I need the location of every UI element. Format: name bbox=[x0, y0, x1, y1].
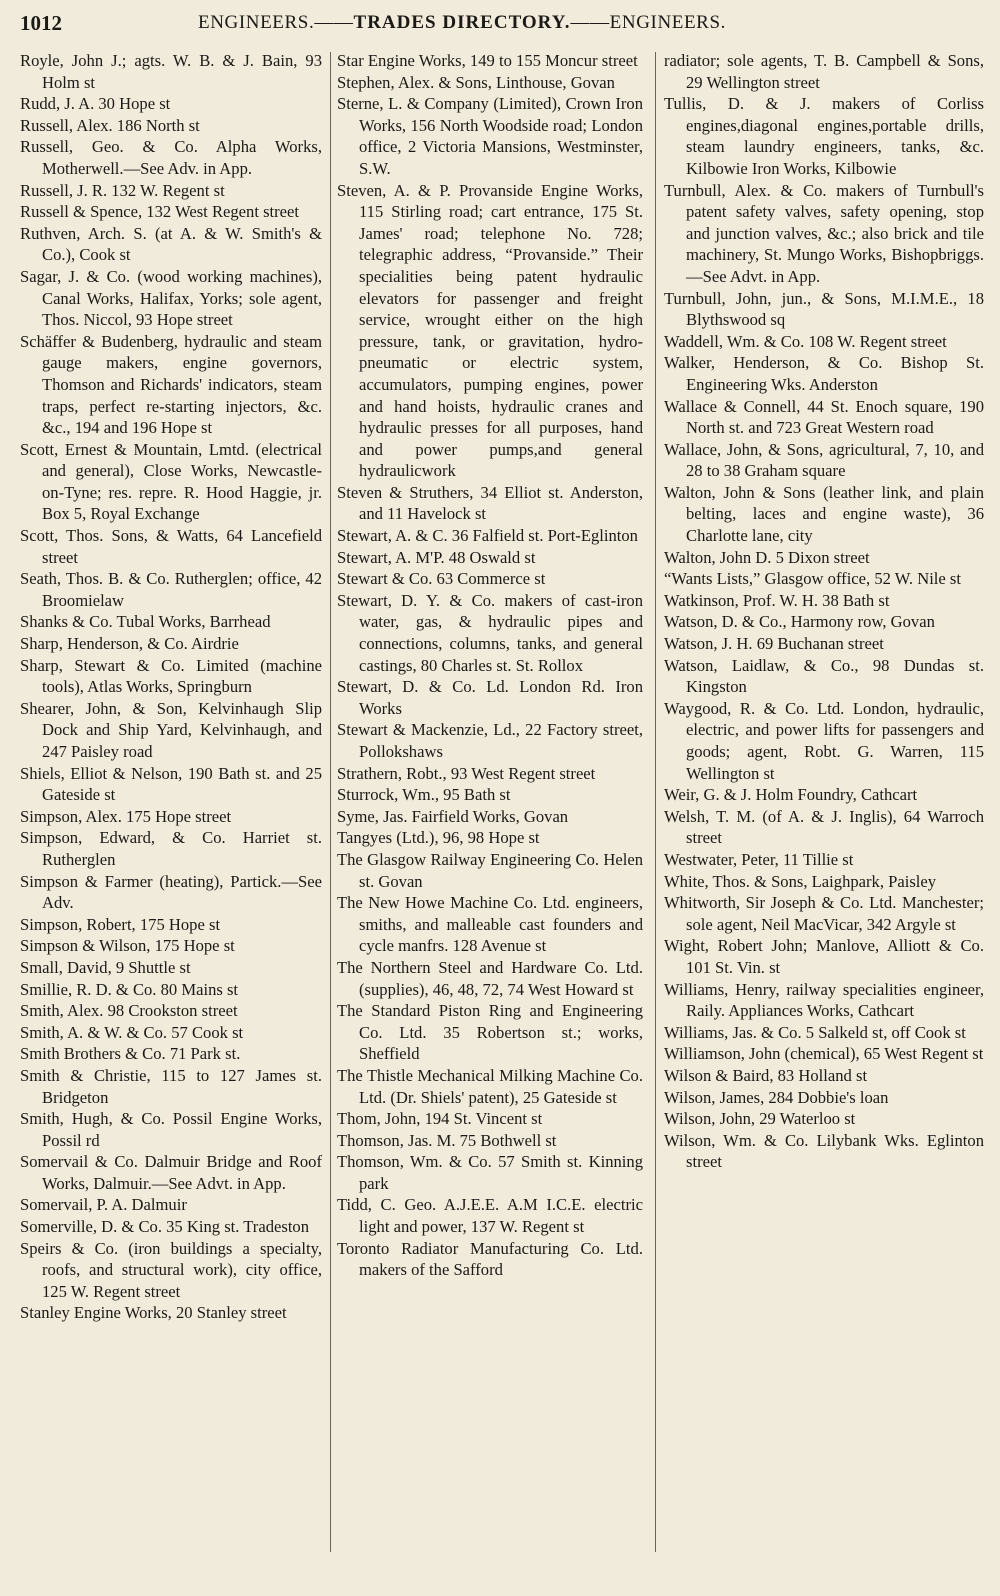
directory-entry: Sharp, Henderson, & Co. Airdrie bbox=[20, 634, 239, 654]
directory-entry: Watson, J. H. 69 Buchanan street bbox=[664, 634, 884, 654]
directory-entry: Star Engine Works, 149 to 155 Moncur street bbox=[337, 51, 638, 70]
directory-entry: Williams, Jas. & Co. 5 Salkeld st, off Cook st bbox=[664, 1022, 966, 1042]
directory-entry: Russell & Spence, 132 West Regent street bbox=[20, 202, 300, 222]
directory-entry: Thomson, Wm. & Co. 57 Smith st. Kinning park bbox=[337, 1152, 643, 1193]
left-heading: ENGINEERS. bbox=[198, 12, 315, 33]
directory-entry: Smith, A. & W. & Co. 57 Cook st bbox=[20, 1022, 244, 1042]
directory-entry: Scott, Thos. Sons, & Watts, 64 Lancefield street bbox=[20, 526, 322, 567]
column-divider bbox=[655, 52, 656, 1552]
directory-entry: Simpson & Wilson, 175 Hope st bbox=[20, 936, 235, 956]
directory-entry: Syme, Jas. Fairfield Works, Govan bbox=[337, 806, 569, 826]
directory-entry: Smith, Hugh, & Co. Possil Engine Works, Possil rd bbox=[20, 1109, 322, 1150]
directory-entry: Tullis, D. & J. makers of Corliss engines,diagonal engines,portable drills, steam laundry engineers, tanks, &c. Kilbowie Iron Works, Kilbowie bbox=[664, 94, 984, 178]
directory-entry: Rudd, J. A. 30 Hope st bbox=[20, 94, 171, 114]
directory-entry: Tangyes (Ltd.), 96, 98 Hope st bbox=[337, 828, 540, 848]
directory-entry: Turnbull, Alex. & Co. makers of Turnbull's patent safety valves, safety opening, stop and junction valves, &c.; also brick and tile machinery, St. Mungo Works, Bishopbriggs.—See Advt. in App. bbox=[664, 180, 984, 286]
directory-entry: Waddell, Wm. & Co. 108 W. Regent street bbox=[664, 331, 947, 351]
directory-entry: Williamson, John (chemical), 65 West Regent st bbox=[664, 1044, 984, 1064]
directory-entry: “Wants Lists,” Glasgow office, 52 W. Nile st bbox=[664, 569, 962, 589]
running-heading: ENGINEERS.——TRADES DIRECTORY.——ENGINEERS. bbox=[198, 12, 726, 33]
directory-entry: Whitworth, Sir Joseph & Co. Ltd. Manchester; sole agent, Neil MacVicar, 342 Argyle st bbox=[664, 893, 984, 934]
directory-entry: Steven, A. & P. Provanside Engine Works, 115 Stirling road; cart entrance, 175 St. James' road; telephone No. 728; telegraphic address, “Provanside.” Their specialities being patent hydraulic elevators for passenger and freight service, wrought either on the high pressure, tank, or gravitation, hydro-pneumatic or electric system, accumulators, pumping engines, power and hand hoists, hydraulic cranes and hydraulic presses for all purposes, hand and power pumps,and general hydraulicwork bbox=[337, 180, 643, 481]
center-heading: TRADES DIRECTORY. bbox=[353, 12, 571, 33]
directory-entry: Wight, Robert John; Manlove, Alliott & Co. 101 St. Vin. st bbox=[664, 936, 984, 977]
directory-entry: Seath, Thos. B. & Co. Rutherglen; office, 42 Broomielaw bbox=[20, 569, 322, 610]
directory-entry: Smith Brothers & Co. 71 Park st. bbox=[20, 1044, 241, 1064]
directory-entry: Shiels, Elliot & Nelson, 190 Bath st. and 25 Gateside st bbox=[20, 763, 322, 805]
directory-entry: Sturrock, Wm., 95 Bath st bbox=[337, 785, 511, 805]
directory-entry: Shanks & Co. Tubal Works, Barrhead bbox=[20, 612, 271, 632]
directory-entry: Tidd, C. Geo. A.J.E.E. A.M I.C.E. electric light and power, 137 W. Regent st bbox=[337, 1195, 643, 1237]
directory-entry: Russell, J. R. 132 W. Regent st bbox=[20, 180, 225, 200]
directory-entry: Royle, John J.; agts. W. B. & J. Bain, 93 Holm st bbox=[20, 51, 322, 92]
directory-entry: Schäffer & Budenberg, hydraulic and steam gauge makers, engine governors, Thomson and Richards' indicators, steam traps, perfect re-starting injectors, &c. &c., 194 and 196 Hope st bbox=[20, 331, 322, 438]
page-header bbox=[18, 8, 980, 38]
directory-entry: The Northern Steel and Hardware Co. Ltd. (supplies), 46, 48, 72, 74 West Howard st bbox=[337, 957, 643, 999]
right-heading: ENGINEERS. bbox=[609, 12, 726, 33]
directory-entry: Waygood, R. & Co. Ltd. London, hydraulic, electric, and power lifts for passengers and goods; agent, Robt. G. Warren, 115 Wellington st bbox=[664, 698, 984, 783]
directory-entry: Somervail, P. A. Dalmuir bbox=[20, 1195, 187, 1215]
directory-entry: Walton, John & Sons (leather link, and plain belting, laces and engine waste), 36 Charlotte lane, city bbox=[664, 482, 984, 546]
directory-entry: Smillie, R. D. & Co. 80 Mains st bbox=[20, 979, 239, 999]
directory-entry: Welsh, T. M. (of A. & J. Inglis), 64 Warroch street bbox=[664, 806, 984, 848]
continued-entry: radiator; sole agents, T. B. Campbell & Sons, 29 Wellington street bbox=[664, 51, 984, 92]
column-3 bbox=[664, 50, 984, 1173]
directory-entry: The Glasgow Railway Engineering Co. Helen st. Govan bbox=[337, 849, 643, 891]
directory-entry: Sterne, L. & Company (Limited), Crown Iron Works, 156 North Woodside road; London office, 2 Victoria Mansions, Westminster, S.W. bbox=[337, 94, 643, 178]
directory-entry: Somerville, D. & Co. 35 King st. Tradeston bbox=[20, 1217, 310, 1237]
directory-entry: Wilson, James, 284 Dobbie's loan bbox=[664, 1087, 889, 1107]
directory-entry: Speirs & Co. (iron buildings a specialty, roofs, and structural work), city office, 125 W. Regent street bbox=[20, 1238, 322, 1301]
directory-entry: Simpson, Alex. 175 Hope street bbox=[20, 806, 232, 826]
directory-entry: Simpson, Edward, & Co. Harriet st. Rutherglen bbox=[20, 828, 322, 869]
directory-entry: Williams, Henry, railway specialities engineer, Raily. Appliances Works, Cathcart bbox=[664, 979, 984, 1021]
directory-entry: Walker, Henderson, & Co. Bishop St. Engineering Wks. Anderston bbox=[664, 353, 984, 394]
directory-entry: Stewart, A. & C. 36 Falfield st. Port-Eglinton bbox=[337, 526, 638, 546]
directory-entry: Stewart & Mackenzie, Ld., 22 Factory street, Pollokshaws bbox=[337, 720, 643, 761]
directory-entry: Wallace & Connell, 44 St. Enoch square, 190 North st. and 723 Great Western road bbox=[664, 396, 984, 438]
directory-entry: The Thistle Mechanical Milking Machine Co. Ltd. (Dr. Shiels' patent), 25 Gateside st bbox=[337, 1065, 643, 1107]
directory-entry: Stewart, D. Y. & Co. makers of cast-iron water, gas, & hydraulic pipes and connections, columns, tanks, and general castings, 80 Charles st. St. Rollox bbox=[337, 590, 643, 675]
directory-entry: Somervail & Co. Dalmuir Bridge and Roof Works, Dalmuir.—See Advt. in App. bbox=[20, 1152, 322, 1193]
directory-entry: Weir, G. & J. Holm Foundry, Cathcart bbox=[664, 785, 918, 805]
directory-entry: Wallace, John, & Sons, agricultural, 7, 10, and 28 to 38 Graham square bbox=[664, 439, 984, 481]
directory-entry: Thom, John, 194 St. Vincent st bbox=[337, 1109, 543, 1129]
column-1 bbox=[20, 50, 322, 1324]
directory-entry: Stewart & Co. 63 Commerce st bbox=[337, 569, 546, 589]
directory-entry: Thomson, Jas. M. 75 Bothwell st bbox=[337, 1130, 557, 1150]
directory-entry: Stanley Engine Works, 20 Stanley street bbox=[20, 1303, 287, 1323]
directory-entry: Russell, Geo. & Co. Alpha Works, Motherwell.—See Adv. in App. bbox=[20, 137, 322, 178]
directory-entry: Wilson & Baird, 83 Holland st bbox=[664, 1065, 868, 1085]
directory-entry: Ruthven, Arch. S. (at A. & W. Smith's & Co.), Cook st bbox=[20, 223, 322, 265]
directory-entry: White, Thos. & Sons, Laighpark, Paisley bbox=[664, 871, 937, 891]
directory-entry: Simpson, Robert, 175 Hope st bbox=[20, 914, 221, 934]
directory-entry: Watson, Laidlaw, & Co., 98 Dundas st. Kingston bbox=[664, 655, 984, 697]
directory-entry: Small, David, 9 Shuttle st bbox=[20, 957, 191, 977]
directory-entry: Smith, Alex. 98 Crookston street bbox=[20, 1001, 238, 1021]
directory-entry: Stewart, A. M'P. 48 Oswald st bbox=[337, 547, 536, 567]
directory-entry: Scott, Ernest & Mountain, Lmtd. (electrical and general), Close Works, Newcastle-on-Tyne; res. repre. R. Hood Haggie, jr. Box 5, Royal Exchange bbox=[20, 439, 322, 524]
directory-entry: The Standard Piston Ring and Engineering Co. Ltd. 35 Robertson st.; works, Sheffield bbox=[337, 1001, 643, 1064]
directory-entry: Stephen, Alex. & Sons, Linthouse, Govan bbox=[337, 72, 615, 92]
column-divider bbox=[330, 52, 331, 1552]
directory-entry: Strathern, Robt., 93 West Regent street bbox=[337, 763, 596, 783]
directory-entry: Walton, John D. 5 Dixon street bbox=[664, 547, 870, 567]
directory-entry: Watkinson, Prof. W. H. 38 Bath st bbox=[664, 590, 890, 610]
directory-entry: Westwater, Peter, 11 Tillie st bbox=[664, 849, 854, 869]
directory-entry: Toronto Radiator Manufacturing Co. Ltd. makers of the Safford bbox=[337, 1238, 643, 1280]
directory-entry: Stewart, D. & Co. Ld. London Rd. Iron Works bbox=[337, 677, 643, 718]
directory-entry: Wilson, John, 29 Waterloo st bbox=[664, 1109, 856, 1129]
directory-entry: Smith & Christie, 115 to 127 James st. Bridgeton bbox=[20, 1065, 322, 1107]
directory-entry: Sagar, J. & Co. (wood working machines), Canal Works, Halifax, Yorks; sole agent, Thos. Niccol, 93 Hope street bbox=[20, 266, 322, 330]
directory-entry: Watson, D. & Co., Harmony row, Govan bbox=[664, 612, 935, 632]
directory-entry: Wilson, Wm. & Co. Lilybank Wks. Eglinton street bbox=[664, 1130, 984, 1172]
directory-entry: Steven & Struthers, 34 Elliot st. Anderston, and 11 Havelock st bbox=[337, 482, 643, 524]
directory-entry: Sharp, Stewart & Co. Limited (machine tools), Atlas Works, Springburn bbox=[20, 655, 322, 697]
directory-entry: The New Howe Machine Co. Ltd. engineers, smiths, and malleable cast founders and cycle manfrs. 128 Avenue st bbox=[337, 893, 643, 956]
directory-entry: Turnbull, John, jun., & Sons, M.I.M.E., 18 Blythswood sq bbox=[664, 288, 984, 330]
directory-entry: Russell, Alex. 186 North st bbox=[20, 115, 200, 135]
directory-entry: Simpson & Farmer (heating), Partick.—See Adv. bbox=[20, 871, 322, 913]
page-number: 1012 bbox=[20, 11, 62, 35]
directory-entry: Shearer, John, & Son, Kelvinhaugh Slip Dock and Ship Yard, Kelvinhaugh, and 247 Paisley road bbox=[20, 698, 322, 761]
column-2 bbox=[337, 50, 643, 1281]
